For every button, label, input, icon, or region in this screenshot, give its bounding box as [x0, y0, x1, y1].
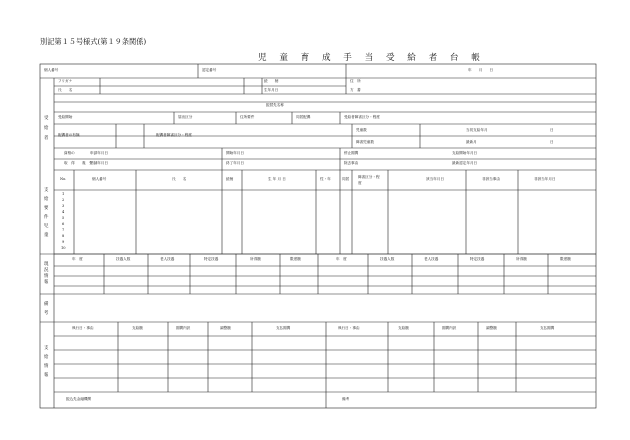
residence-label: 住所要件	[240, 115, 255, 119]
pay-col-period: 支払期間	[276, 326, 291, 330]
status-col-elderly: 老人扶養	[160, 257, 175, 261]
list-item: 4	[62, 210, 65, 214]
recipient-number-label: 個人番号	[44, 68, 59, 72]
date-label: 年 月 日	[468, 68, 494, 72]
list-item: 5	[62, 216, 65, 220]
list-item: 2	[62, 198, 65, 202]
acquire-label: 取 得	[64, 161, 75, 165]
section-payment: 支給情報	[44, 346, 49, 378]
spouse-disability-label: 配偶者障害区分・程度	[156, 133, 192, 137]
child-col-birth: 生 年 月 日	[268, 177, 286, 181]
birth-label: 生年月日	[264, 88, 279, 92]
status-col-elderly-2: 老人扶養	[424, 257, 439, 261]
pay-col-breakdown-2: 期間内訳	[442, 326, 457, 330]
child-col-disability: 障害区分・程度	[358, 175, 380, 185]
child-col-sex-age: 性・年	[320, 177, 331, 181]
page-title: 児 童 育 成 手 当 受 給 者 台 帳	[258, 53, 485, 63]
other-allowance-label: 同居配偶	[296, 115, 311, 119]
start-date-label: 開始年月日	[226, 151, 244, 155]
pay-col-date-2: 執行日・事由	[338, 326, 360, 330]
transfer-bank-label: 振込先金融機関	[66, 397, 92, 401]
unit-day-1: 日	[550, 128, 554, 132]
status-col-income-2: 所得額	[516, 257, 527, 261]
lapse-date-label: 消滅年月日	[90, 161, 108, 165]
child-col-nonapplicable: 非該当事由	[482, 177, 500, 181]
child-col-applicable: 該当年月日	[426, 177, 444, 181]
loss-label: 喪 失	[82, 161, 93, 165]
list-item: 1	[62, 192, 65, 196]
relation-label: 続 柄	[264, 79, 279, 83]
pay-col-breakdown: 期間内訳	[176, 326, 191, 330]
pay-col-period-2: 支払期間	[540, 326, 555, 330]
last-date-label: 最新月	[466, 140, 477, 144]
correction-date-label: 最新認定年月日	[452, 161, 478, 165]
form-reference: 別記第１５号様式(第１９条関係)	[40, 37, 147, 46]
list-item: 7	[62, 228, 65, 232]
apply-date-label: 申請年月日	[90, 151, 108, 155]
certificate-number-label: 認定番号	[202, 68, 217, 72]
recipient-class-label: 受給者障害区分・程度	[344, 115, 380, 119]
pay-col-amount-2: 支給額	[398, 326, 409, 330]
pay-col-adjust-2: 調整額	[486, 326, 497, 330]
section-recipient: 受給者	[44, 116, 49, 141]
list-item: 3	[62, 204, 65, 208]
end-date-label: 終了年月日	[226, 161, 244, 165]
status-col-income: 所得額	[250, 257, 261, 261]
disabled-child-label: 障害児童数	[356, 140, 374, 144]
name-label: 氏 名	[58, 88, 73, 92]
furigana-label: フリガナ	[58, 79, 73, 83]
status-col-specific-2: 特定扶養	[470, 257, 485, 261]
qualification-label: 資格の	[64, 151, 75, 155]
list-item: 8	[62, 234, 65, 238]
unit-day-2: 日	[550, 140, 554, 144]
status-col-year: 年 度	[72, 257, 83, 261]
list-item: 6	[62, 222, 65, 226]
status-col-dependents-2: 扶養人数	[380, 257, 395, 261]
payment-notes-label: 備考	[342, 397, 350, 401]
child-col-nonapplicable-date: 非該当年月日	[534, 177, 556, 181]
address-label: 住 所	[350, 79, 361, 83]
child-col-cohabit: 同居	[342, 177, 350, 181]
list-item: 9	[62, 240, 65, 244]
child-count-label: 児童数	[356, 128, 367, 132]
section-eligible-child: 支給要件児童	[44, 188, 49, 238]
child-col-relation: 続柄	[226, 177, 234, 181]
pay-col-date: 執行日・事由	[72, 326, 94, 330]
application-label: 受給開始	[58, 115, 73, 119]
first-date-label: 当初支給年月	[466, 128, 488, 132]
list-item: 10	[61, 246, 66, 250]
resume-date-label: 支給開始年月日	[452, 151, 478, 155]
pay-col-amount: 支給額	[132, 326, 143, 330]
payment-class-label: 届出区分	[178, 115, 193, 119]
section-remarks: 備考	[44, 302, 49, 316]
status-col-limit: 限度額	[290, 257, 301, 261]
status-col-limit-2: 限度額	[560, 257, 571, 261]
stop-period-label: 停止期間	[344, 151, 359, 155]
status-col-dependents: 扶養人数	[116, 257, 131, 261]
spouse-label: 配偶者の有無	[58, 133, 80, 137]
child-col-no: No.	[60, 177, 67, 181]
section-status: 現況情報	[44, 262, 49, 285]
address2-label: 方 書	[350, 88, 361, 92]
child-col-name: 氏 名	[172, 177, 187, 181]
status-col-year-2: 年 度	[336, 257, 347, 261]
bank-label: 振替先名称	[266, 103, 284, 107]
status-col-specific: 特定扶養	[204, 257, 219, 261]
removal-reason-label: 除去事由	[344, 161, 359, 165]
child-col-personal-no: 個人番号	[92, 177, 107, 181]
pay-col-adjust: 調整額	[220, 326, 231, 330]
